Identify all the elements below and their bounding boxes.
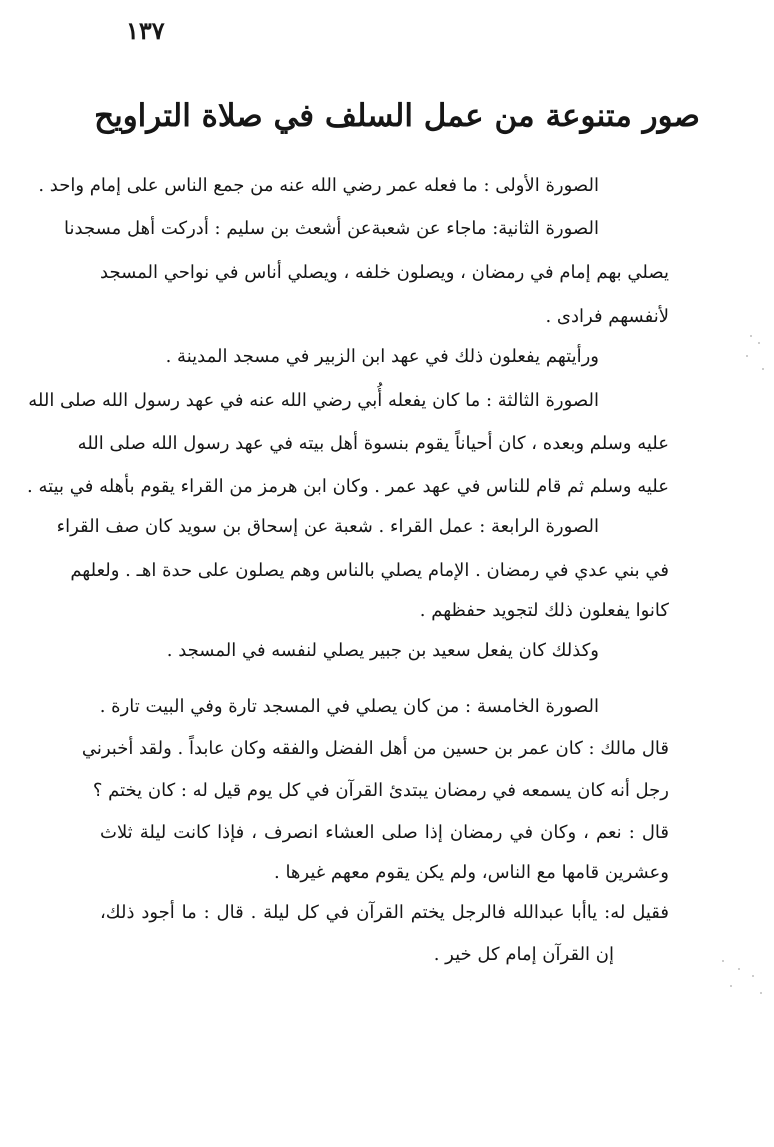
scan-speckle [750, 335, 752, 337]
text-line: قال : نعم ، وكان في رمضان إذا صلى العشاء انصرف ، فإذا كانت ليلة ثلاث [100, 822, 669, 843]
text-line: كانوا يفعلون ذلك لتجويد حفظهم . [419, 600, 669, 621]
text-line: ورأيتهم يفعلون ذلك في عهد ابن الزبير في مسجد المدينة . [165, 346, 599, 367]
text-line: يصلي بهم إمام في رمضان ، ويصلون خلفه ، ويصلي أناس في نواحي المسجد [100, 262, 669, 283]
text-line: وكذلك كان يفعل سعيد بن جبير يصلي لنفسه في المسجد . [166, 640, 599, 661]
text-line: عليه وسلم وبعده ، كان أحياناً يقوم بنسوة أهل بيته في عهد رسول الله صلى الله [77, 433, 669, 454]
page-number: ١٣٧ [126, 16, 165, 45]
scan-speckle [752, 975, 754, 977]
page-title: صور متنوعة من عمل السلف في صلاة التراويح [94, 98, 700, 134]
text-line: قال مالك : كان عمر بن حسين من أهل الفضل والفقه وكان عابداً . ولقد أخبرني [81, 738, 669, 759]
scan-speckle [760, 992, 762, 994]
text-line: الصورة الثالثة : ما كان يفعله أُبي رضي الله عنه في عهد رسول الله صلى الله [28, 390, 599, 411]
scan-speckle [758, 342, 760, 344]
text-line: فقيل له: ياأبا عبدالله فالرجل يختم القرآن في كل ليلة . قال : ما أجود ذلك، [100, 902, 669, 923]
text-line: الصورة الثانية: ماجاء عن شعبةعن أشعث بن سليم : أدركت أهل مسجدنا [64, 218, 599, 239]
text-line: الصورة الرابعة : عمل القراء . شعبة عن إسحاق بن سويد كان صف القراء [56, 516, 599, 537]
text-line: رجل أنه كان يسمعه في رمضان يبتدئ القرآن في كل يوم قيل له : كان يختم ؟ [92, 780, 669, 801]
text-line: في بني عدي في رمضان . الإمام يصلي بالناس وهم يصلون على حدة اهـ . ولعلهم [70, 560, 669, 581]
scan-speckle [746, 355, 748, 357]
scan-speckle [730, 985, 732, 987]
text-line: عليه وسلم ثم قام للناس في عهد عمر . وكان ابن هرمز من القراء يقوم بأهله في بيته . [27, 476, 669, 497]
scan-speckle [722, 960, 724, 962]
text-line: لأنفسهم فرادى . [545, 306, 669, 327]
text-line: الصورة الخامسة : من كان يصلي في المسجد تارة وفي البيت تارة . [99, 696, 599, 717]
text-line: إن القرآن إمام كل خير . [433, 944, 614, 965]
text-line: الصورة الأولى : ما فعله عمر رضي الله عنه من جمع الناس على إمام واحد . [38, 175, 599, 196]
scan-speckle [738, 968, 740, 970]
text-line: وعشرين قامها مع الناس، ولم يكن يقوم معهم غيرها . [274, 862, 669, 883]
scan-speckle [762, 368, 764, 370]
